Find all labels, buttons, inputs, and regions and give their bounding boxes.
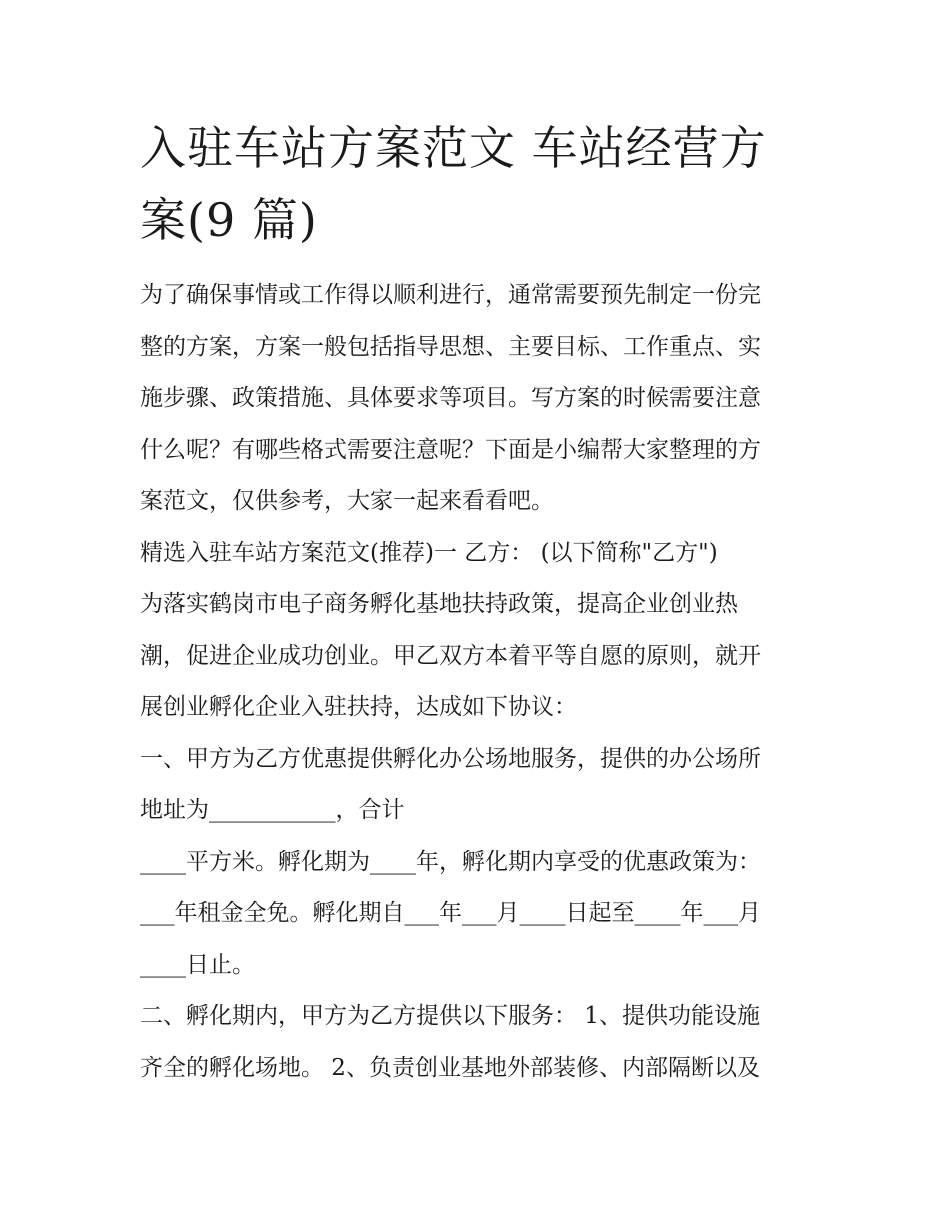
document-page bbox=[140, 112, 820, 1094]
text-line: 为了确保事情或工作得以顺利进行，通常需要预先制定一份完 bbox=[140, 282, 761, 308]
text-line: ____日止。 bbox=[140, 951, 255, 978]
clause-2-paragraph bbox=[140, 991, 820, 1094]
text-line: 一、甲方为乙方优惠提供孵化办公场地服务，提供的办公场所 bbox=[140, 745, 761, 772]
text-line: 地址为___________，合计 bbox=[140, 797, 405, 823]
text-line: 施步骤、政策措施、具体要求等项目。写方案的时候需要注意 bbox=[140, 385, 761, 411]
title-line: 入驻车站方案范文 车站经营方 bbox=[140, 121, 767, 175]
text-line: 齐全的孵化场地。 2、负责创业基地外部装修、内部隔断以及 bbox=[140, 1054, 760, 1081]
clause-1-terms-paragraph bbox=[140, 837, 820, 992]
text-line: 精选入驻车站方案范文(推荐)一 乙方： (以下简称"乙方") bbox=[140, 539, 718, 566]
text-line: 潮，促进企业成功创业。甲乙双方本着平等自愿的原则，就开 bbox=[140, 642, 761, 669]
document-title bbox=[140, 112, 820, 256]
section-heading bbox=[140, 528, 820, 580]
intro-paragraph bbox=[140, 270, 820, 528]
text-line: 案范文，仅供参考，大家一起来看看吧。 bbox=[140, 488, 554, 514]
text-line: ___年租金全免。孵化期自___年___月____日起至____年___月 bbox=[140, 900, 761, 926]
clause-1-paragraph bbox=[140, 734, 820, 837]
text-line: 二、孵化期内，甲方为乙方提供以下服务： 1、提供功能设施 bbox=[140, 1003, 760, 1029]
title-line: 案(9 篇) bbox=[140, 193, 318, 247]
text-line: 整的方案，方案一般包括指导思想、主要目标、工作重点、实 bbox=[140, 333, 761, 360]
text-line: 为落实鹤岗市电子商务孵化基地扶持政策，提高企业创业热 bbox=[140, 591, 738, 617]
text-line: 展创业孵化企业入驻扶持，达成如下协议： bbox=[140, 694, 577, 720]
text-line: 什么呢？有哪些格式需要注意呢？下面是小编帮大家整理的方 bbox=[140, 436, 761, 463]
purpose-paragraph bbox=[140, 579, 820, 734]
text-line: ____平方米。孵化期为____年，孵化期内享受的优惠政策为： bbox=[140, 848, 761, 875]
